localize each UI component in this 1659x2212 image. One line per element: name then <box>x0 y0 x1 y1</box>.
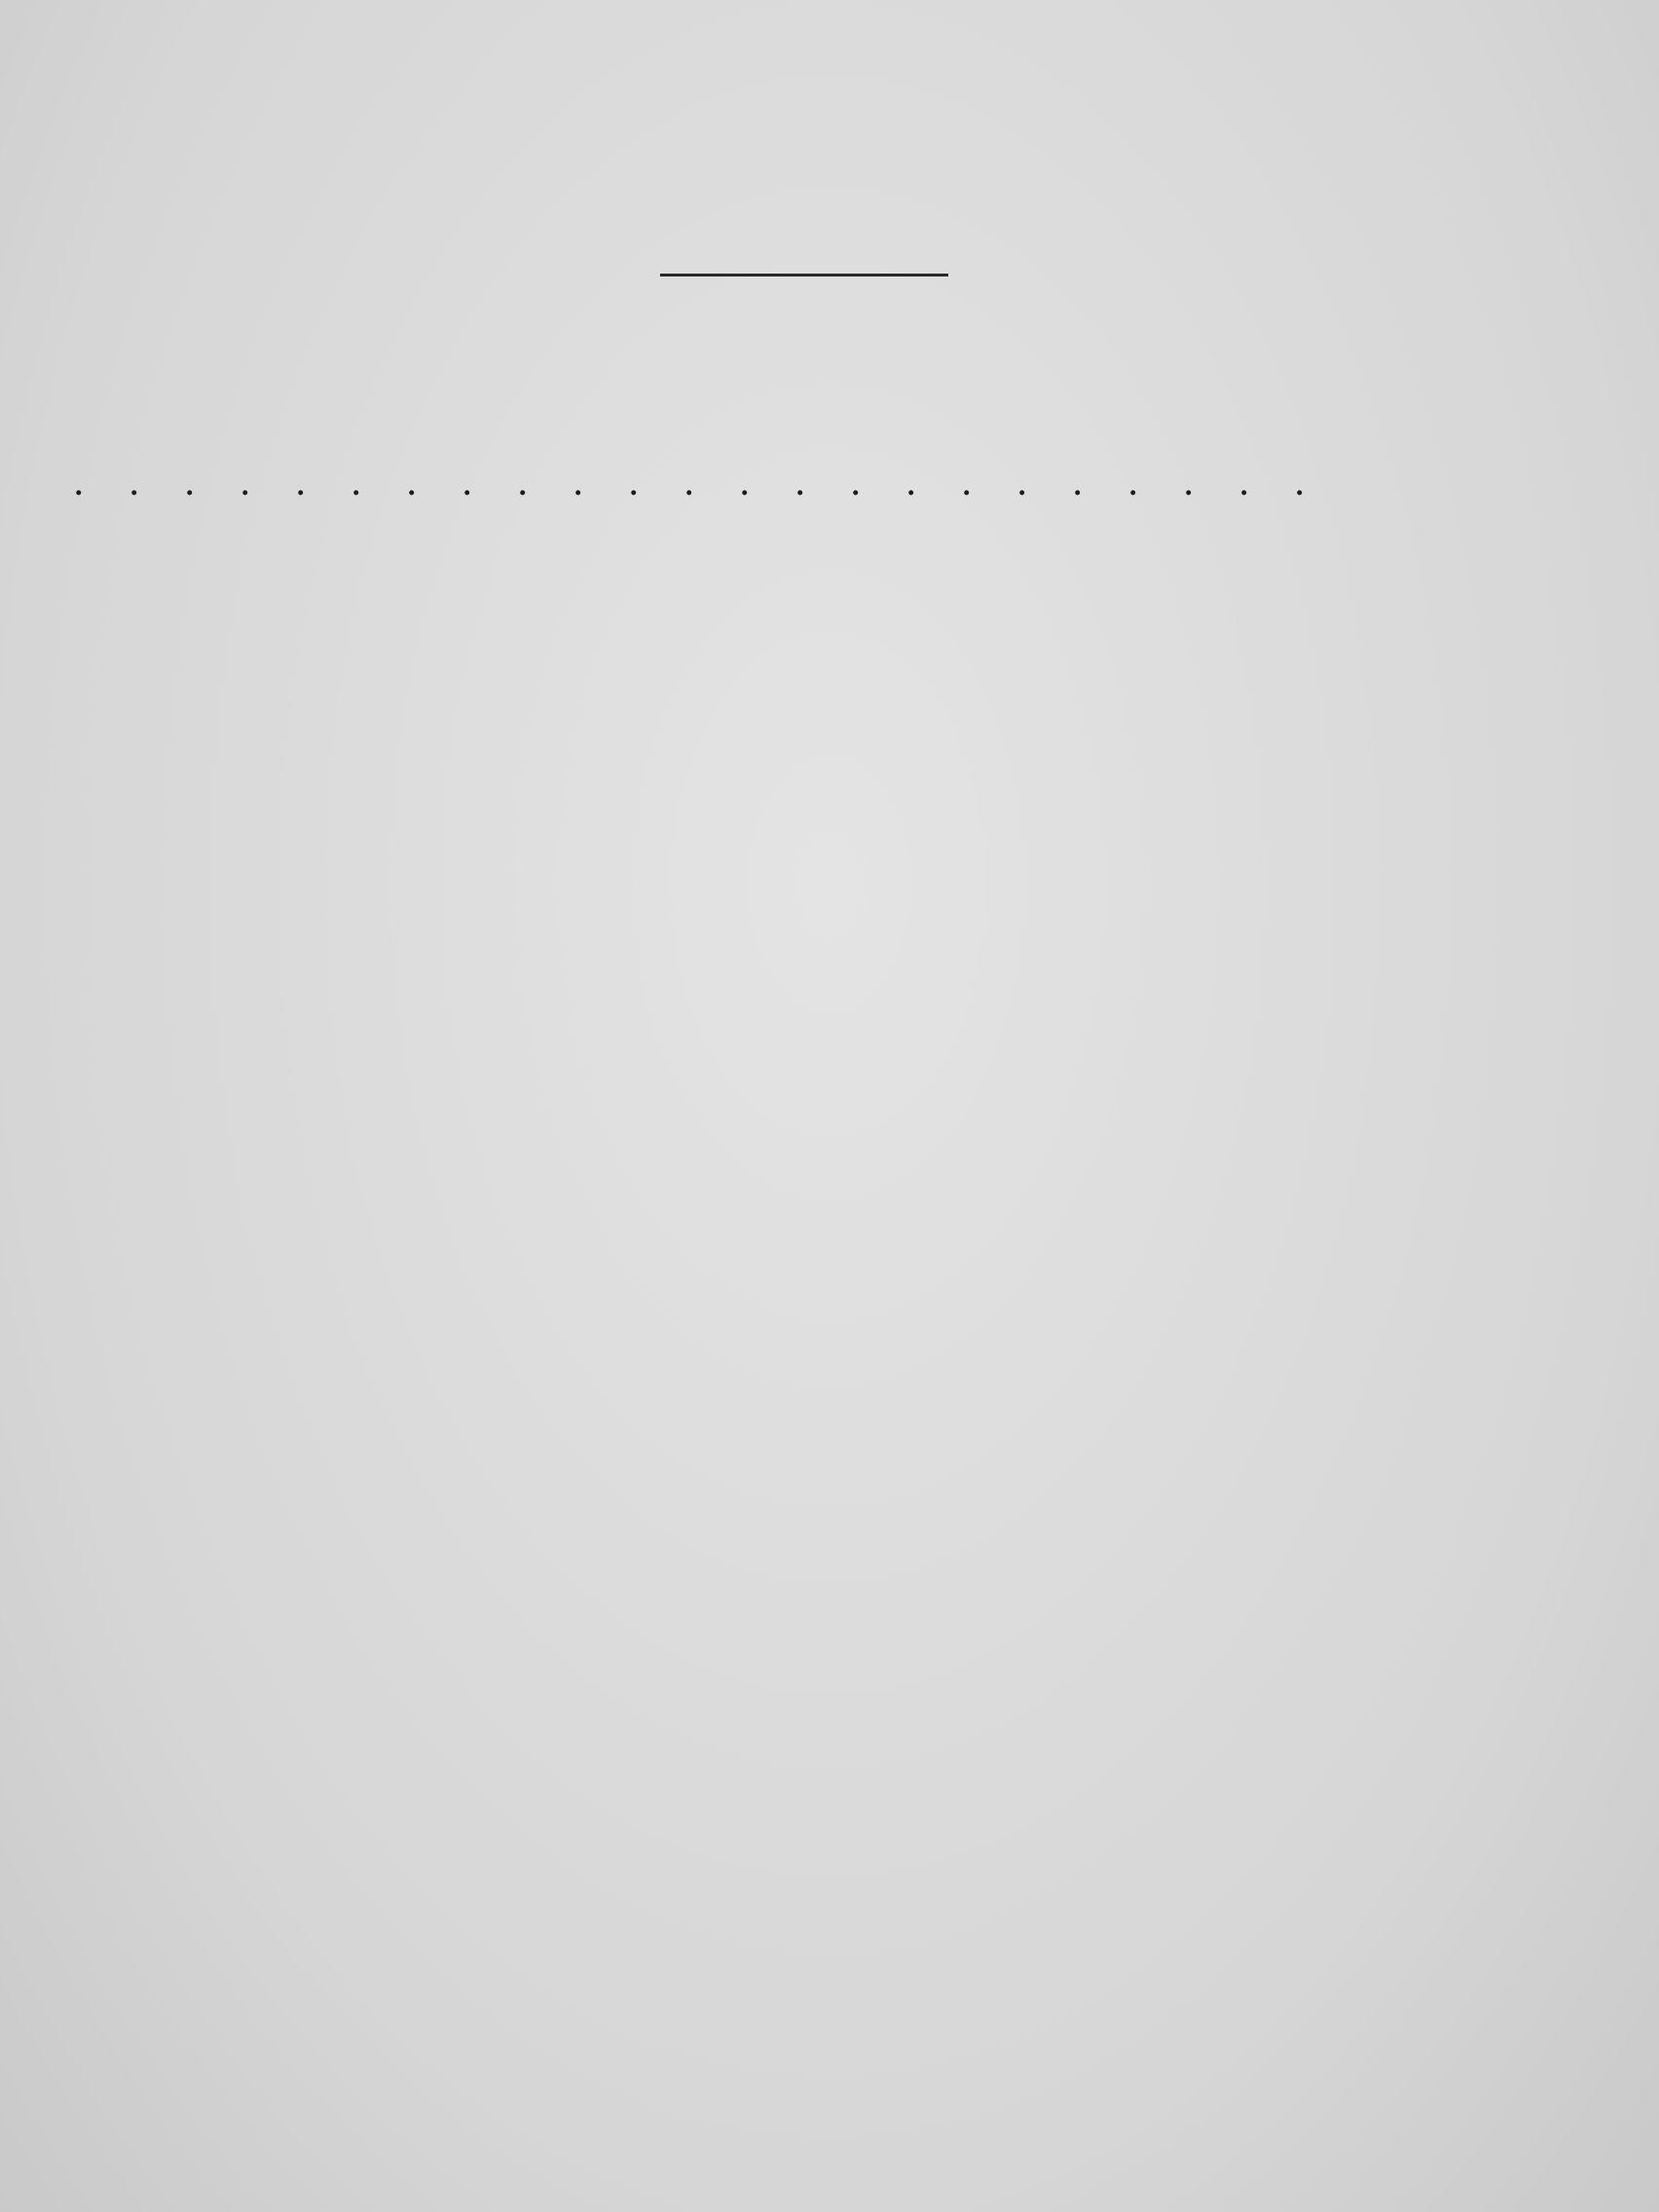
leader-dots: . . . . . . . . . . . . . . . . . . . . . . . <box>73 460 1322 504</box>
preface-entry <box>73 453 1468 511</box>
title-rule <box>660 274 948 276</box>
